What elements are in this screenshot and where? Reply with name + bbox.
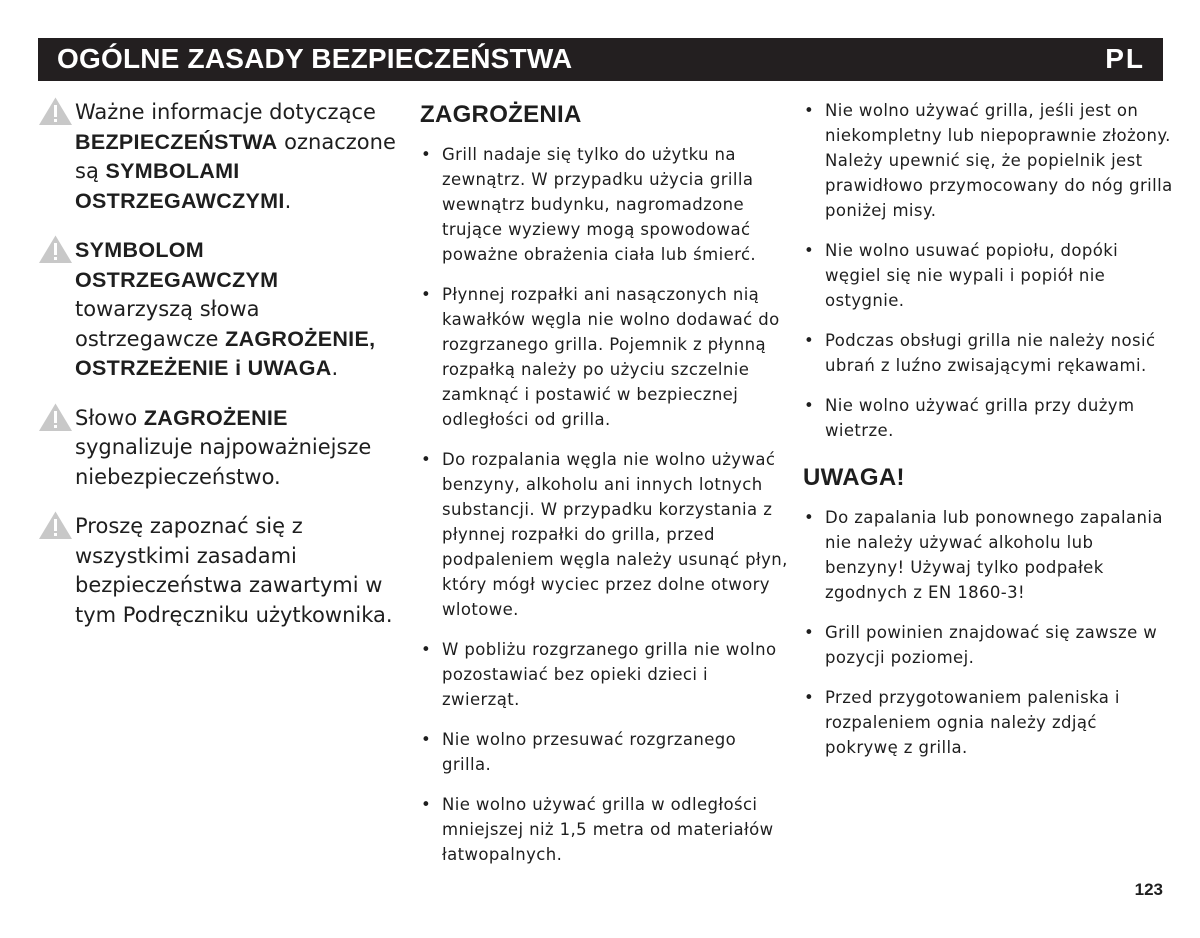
page-header	[38, 38, 1163, 81]
danger-list-continued	[803, 98, 1173, 443]
warning-text-2: Słowo ZAGROŻENIE sygnalizuje najpoważniejsze niebezpieczeństwo.	[75, 405, 372, 489]
warning-note	[38, 98, 398, 216]
warning-triangle-icon	[38, 402, 73, 432]
page-number: 123	[1134, 880, 1163, 899]
warning-triangle-icon	[38, 510, 73, 540]
danger-column	[420, 98, 790, 882]
list-item: • Płynnej rozpałki ani nasączonych nią kawałków węgla nie wolno dodawać do rozgrzanego grilla. Pojemnik z płynną rozpałką należy po użyciu szczelnie zamknąć i postawić w bezpiecznej odległości od grilla.	[420, 282, 790, 432]
warning-note	[38, 236, 398, 384]
list-item: • Do rozpalania węgla nie wolno używać benzyny, alkoholu ani innych lotnych substancji. W przypadku korzystania z płynnej rozpałki do grilla, przed podpaleniem węgla należy usunąć płyn, który mógł wyciec przez dolne otwory wlotowe.	[420, 447, 790, 622]
language-code: PL	[1105, 43, 1145, 74]
warning-triangle-icon	[38, 96, 73, 126]
warning-text-1: SYMBOLOM OSTRZEGAWCZYM towarzyszą słowa ostrzegawcze ZAGROŻENIE, OSTRZEŻENIE i UWAGA.	[75, 238, 376, 380]
danger-list	[420, 142, 790, 867]
intro-column	[38, 98, 398, 650]
caution-heading: UWAGA!	[803, 464, 905, 491]
list-item: • Do zapalania lub ponownego zapalania nie należy używać alkoholu lub benzyny! Używaj tylko podpałek zgodnych z EN 1860-3!	[803, 505, 1173, 605]
list-item: • Grill powinien znajdować się zawsze w pozycji poziomej.	[803, 620, 1173, 670]
list-item: • Nie wolno używać grilla w odległości mniejszej niż 1,5 metra od materiałów łatwopalnych.	[420, 792, 790, 867]
warning-text-0: Ważne informacje dotyczące BEZPIECZEŃSTWA oznaczone są SYMBOLAMI OSTRZEGAWCZYMI.	[75, 100, 396, 213]
caution-column	[803, 98, 1173, 775]
list-item: • Nie wolno używać grilla przy dużym wietrze.	[803, 393, 1173, 443]
danger-heading: ZAGROŻENIA	[420, 101, 582, 128]
list-item: • Grill nadaje się tylko do użytku na zewnątrz. W przypadku użycia grilla wewnątrz budynku, nagromadzone trujące wyziewy mogą spowodować poważne obrażenia ciała lub śmierć.	[420, 142, 790, 267]
warning-text-3: Proszę zapoznać się z wszystkimi zasadami bezpieczeństwa zawartymi w tym Podręczniku użytkownika.	[75, 514, 393, 627]
warning-triangle-icon	[38, 234, 73, 264]
page-title: OGÓLNE ZASADY BEZPIECZEŃSTWA	[57, 43, 573, 74]
list-item: • W pobliżu rozgrzanego grilla nie wolno pozostawiać bez opieki dzieci i zwierząt.	[420, 637, 790, 712]
warning-note	[38, 404, 398, 493]
list-item: • Nie wolno usuwać popiołu, dopóki węgiel się nie wypali i popiół nie ostygnie.	[803, 238, 1173, 313]
list-item: • Nie wolno przesuwać rozgrzanego grilla.	[420, 727, 790, 777]
caution-list	[803, 505, 1173, 760]
list-item: • Podczas obsługi grilla nie należy nosić ubrań z luźno zwisającymi rękawami.	[803, 328, 1173, 378]
list-item: • Przed przygotowaniem paleniska i rozpaleniem ognia należy zdjąć pokrywę z grilla.	[803, 685, 1173, 760]
list-item: • Nie wolno używać grilla, jeśli jest on niekompletny lub niepoprawnie złożony. Należy upewnić się, że popielnik jest prawidłowo przymocowany do nóg grilla poniżej misy.	[803, 98, 1173, 223]
warning-note	[38, 512, 398, 630]
